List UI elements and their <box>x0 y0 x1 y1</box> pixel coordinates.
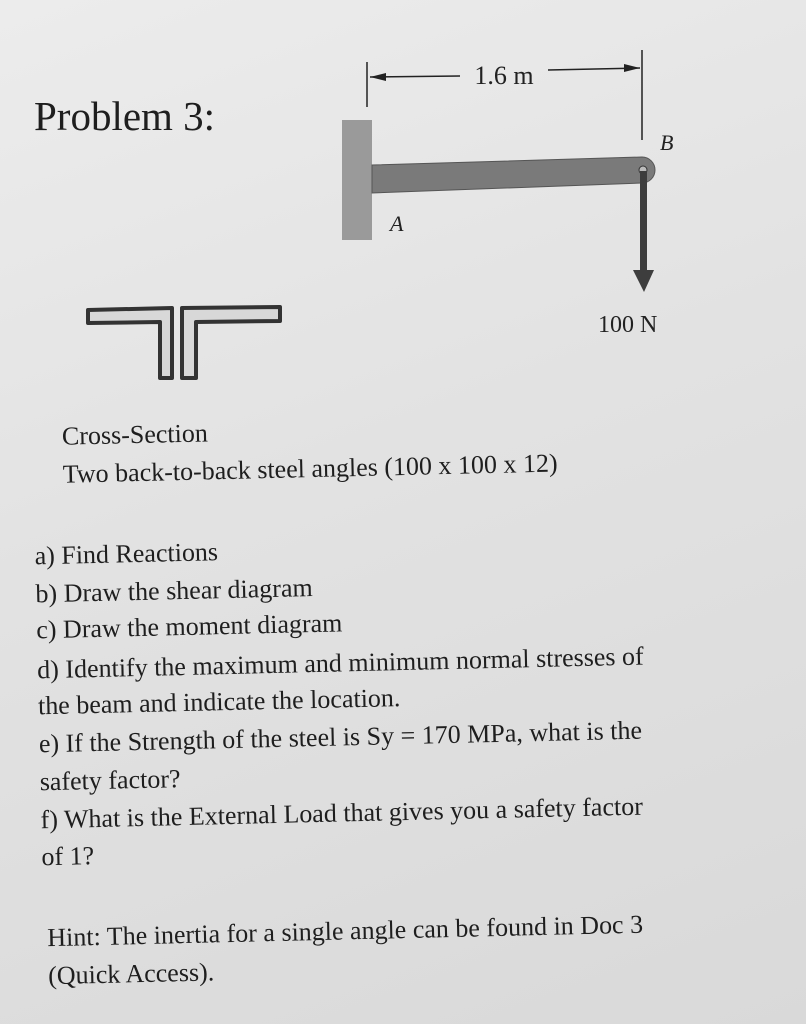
question-f-cont: of 1? <box>41 841 95 872</box>
cross-section-description: Two back-to-back steel angles (100 x 100 x 12) <box>62 448 558 489</box>
question-e: e) If the Strength of the steel is Sy = 170 MPa, what is the <box>38 715 643 759</box>
problem-title: Problem 3: <box>34 93 216 139</box>
left-angle-shape <box>88 308 172 378</box>
arrow-right-icon <box>624 64 640 72</box>
load-label: 100 N <box>598 312 658 338</box>
beam <box>372 157 655 193</box>
right-angle-shape <box>182 307 280 378</box>
cross-section-icon <box>84 304 288 384</box>
length-label: 1.6 m <box>474 61 534 90</box>
question-c: c) Draw the moment diagram <box>35 608 343 645</box>
question-e-cont: safety factor? <box>39 764 181 797</box>
point-a-label: A <box>390 211 404 236</box>
question-a: a) Find Reactions <box>34 537 219 571</box>
question-d: d) Identify the maximum and minimum normal stresses of <box>36 641 644 685</box>
fixed-wall-support <box>342 120 372 240</box>
question-b: b) Draw the shear diagram <box>35 573 313 609</box>
cantilever-beam-diagram <box>330 50 690 350</box>
load-arrow-shaft <box>640 171 647 271</box>
arrow-left-icon <box>370 73 386 81</box>
hint-line-2: (Quick Access). <box>47 957 215 991</box>
question-f: f) What is the External Load that gives you a safety factor <box>40 791 644 835</box>
arrow-down-icon <box>633 270 654 292</box>
question-d-cont: the beam and indicate the location. <box>37 683 401 721</box>
hint-line-1: Hint: The inertia for a single angle can be found in Doc 3 <box>46 909 644 953</box>
point-b-label: B <box>660 130 674 155</box>
cross-section-caption: Cross-Section <box>61 418 209 451</box>
